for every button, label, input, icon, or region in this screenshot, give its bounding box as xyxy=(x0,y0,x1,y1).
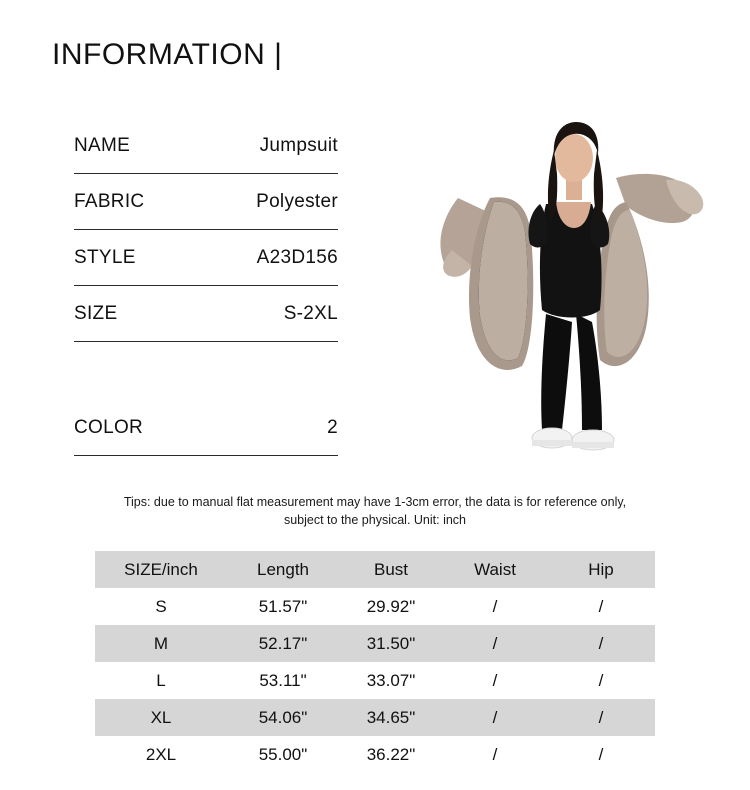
cell-hip: / xyxy=(598,633,604,653)
size-chart-table xyxy=(95,551,655,773)
specification-list xyxy=(74,118,338,456)
page-title xyxy=(52,38,282,72)
title-bar-glyph: | xyxy=(274,38,283,71)
spec-value: Polyester xyxy=(256,190,338,212)
cell-bust: 31.50" xyxy=(366,633,416,653)
table-row xyxy=(95,699,655,736)
column-header-length: Length xyxy=(257,559,309,579)
spec-row-fabric xyxy=(74,174,338,230)
page-title-text: INFORMATION xyxy=(52,38,266,71)
size-chart-body xyxy=(95,588,655,773)
cell-length: 53.11" xyxy=(259,670,307,690)
tips-line-2: subject to the physical. Unit: inch xyxy=(283,513,467,527)
cell-bust: 36.22" xyxy=(366,744,416,764)
spec-row-color xyxy=(74,400,338,456)
measurement-tips xyxy=(75,493,675,529)
spec-value: 2 xyxy=(327,416,338,438)
spec-value: A23D156 xyxy=(256,246,338,268)
cell-length: 51.57" xyxy=(258,596,308,616)
cell-length: 52.17" xyxy=(258,633,308,653)
table-row xyxy=(95,625,655,662)
cell-bust: 29.92" xyxy=(366,596,416,616)
cell-hip: / xyxy=(598,596,604,616)
spec-row-style xyxy=(74,230,338,286)
spec-row-size xyxy=(74,286,338,342)
cell-size: M xyxy=(153,633,169,653)
cell-size: 2XL xyxy=(145,744,177,764)
table-row xyxy=(95,736,655,773)
tips-line-1: Tips: due to manual flat measurement may have 1-3cm error, the data is for reference only, xyxy=(123,495,627,509)
spec-label: NAME xyxy=(74,134,131,156)
spec-value: S-2XL xyxy=(283,302,338,324)
spec-row-name xyxy=(74,118,338,174)
column-header-waist: Waist xyxy=(474,559,516,579)
cell-waist: / xyxy=(492,670,498,690)
cell-size: S xyxy=(155,596,167,616)
spec-label: STYLE xyxy=(74,246,136,268)
cell-waist: / xyxy=(492,596,498,616)
column-header-size: SIZE/inch xyxy=(124,559,198,579)
cell-size: XL xyxy=(150,707,172,727)
cell-size: L xyxy=(156,670,166,690)
cell-hip: / xyxy=(598,670,604,690)
spec-value: Jumpsuit xyxy=(259,134,338,156)
table-row xyxy=(95,588,655,625)
table-row xyxy=(95,662,655,699)
cell-waist: / xyxy=(492,633,498,653)
cell-waist: / xyxy=(492,744,498,764)
cell-hip: / xyxy=(598,707,604,727)
size-chart-header xyxy=(95,551,655,588)
cell-waist: / xyxy=(492,707,498,727)
spec-label: COLOR xyxy=(74,416,144,438)
cell-length: 54.06" xyxy=(258,707,308,727)
table-header-row xyxy=(95,551,655,588)
cell-bust: 33.07" xyxy=(366,670,416,690)
product-model-photo xyxy=(430,78,720,478)
cell-length: 55.00" xyxy=(258,744,308,764)
cell-bust: 34.65" xyxy=(366,707,416,727)
column-header-bust: Bust xyxy=(373,559,409,579)
column-header-hip: Hip xyxy=(588,559,614,579)
model-illustration xyxy=(430,78,720,478)
spec-label: SIZE xyxy=(74,302,118,324)
cell-hip: / xyxy=(598,744,604,764)
spec-label: FABRIC xyxy=(74,190,145,212)
